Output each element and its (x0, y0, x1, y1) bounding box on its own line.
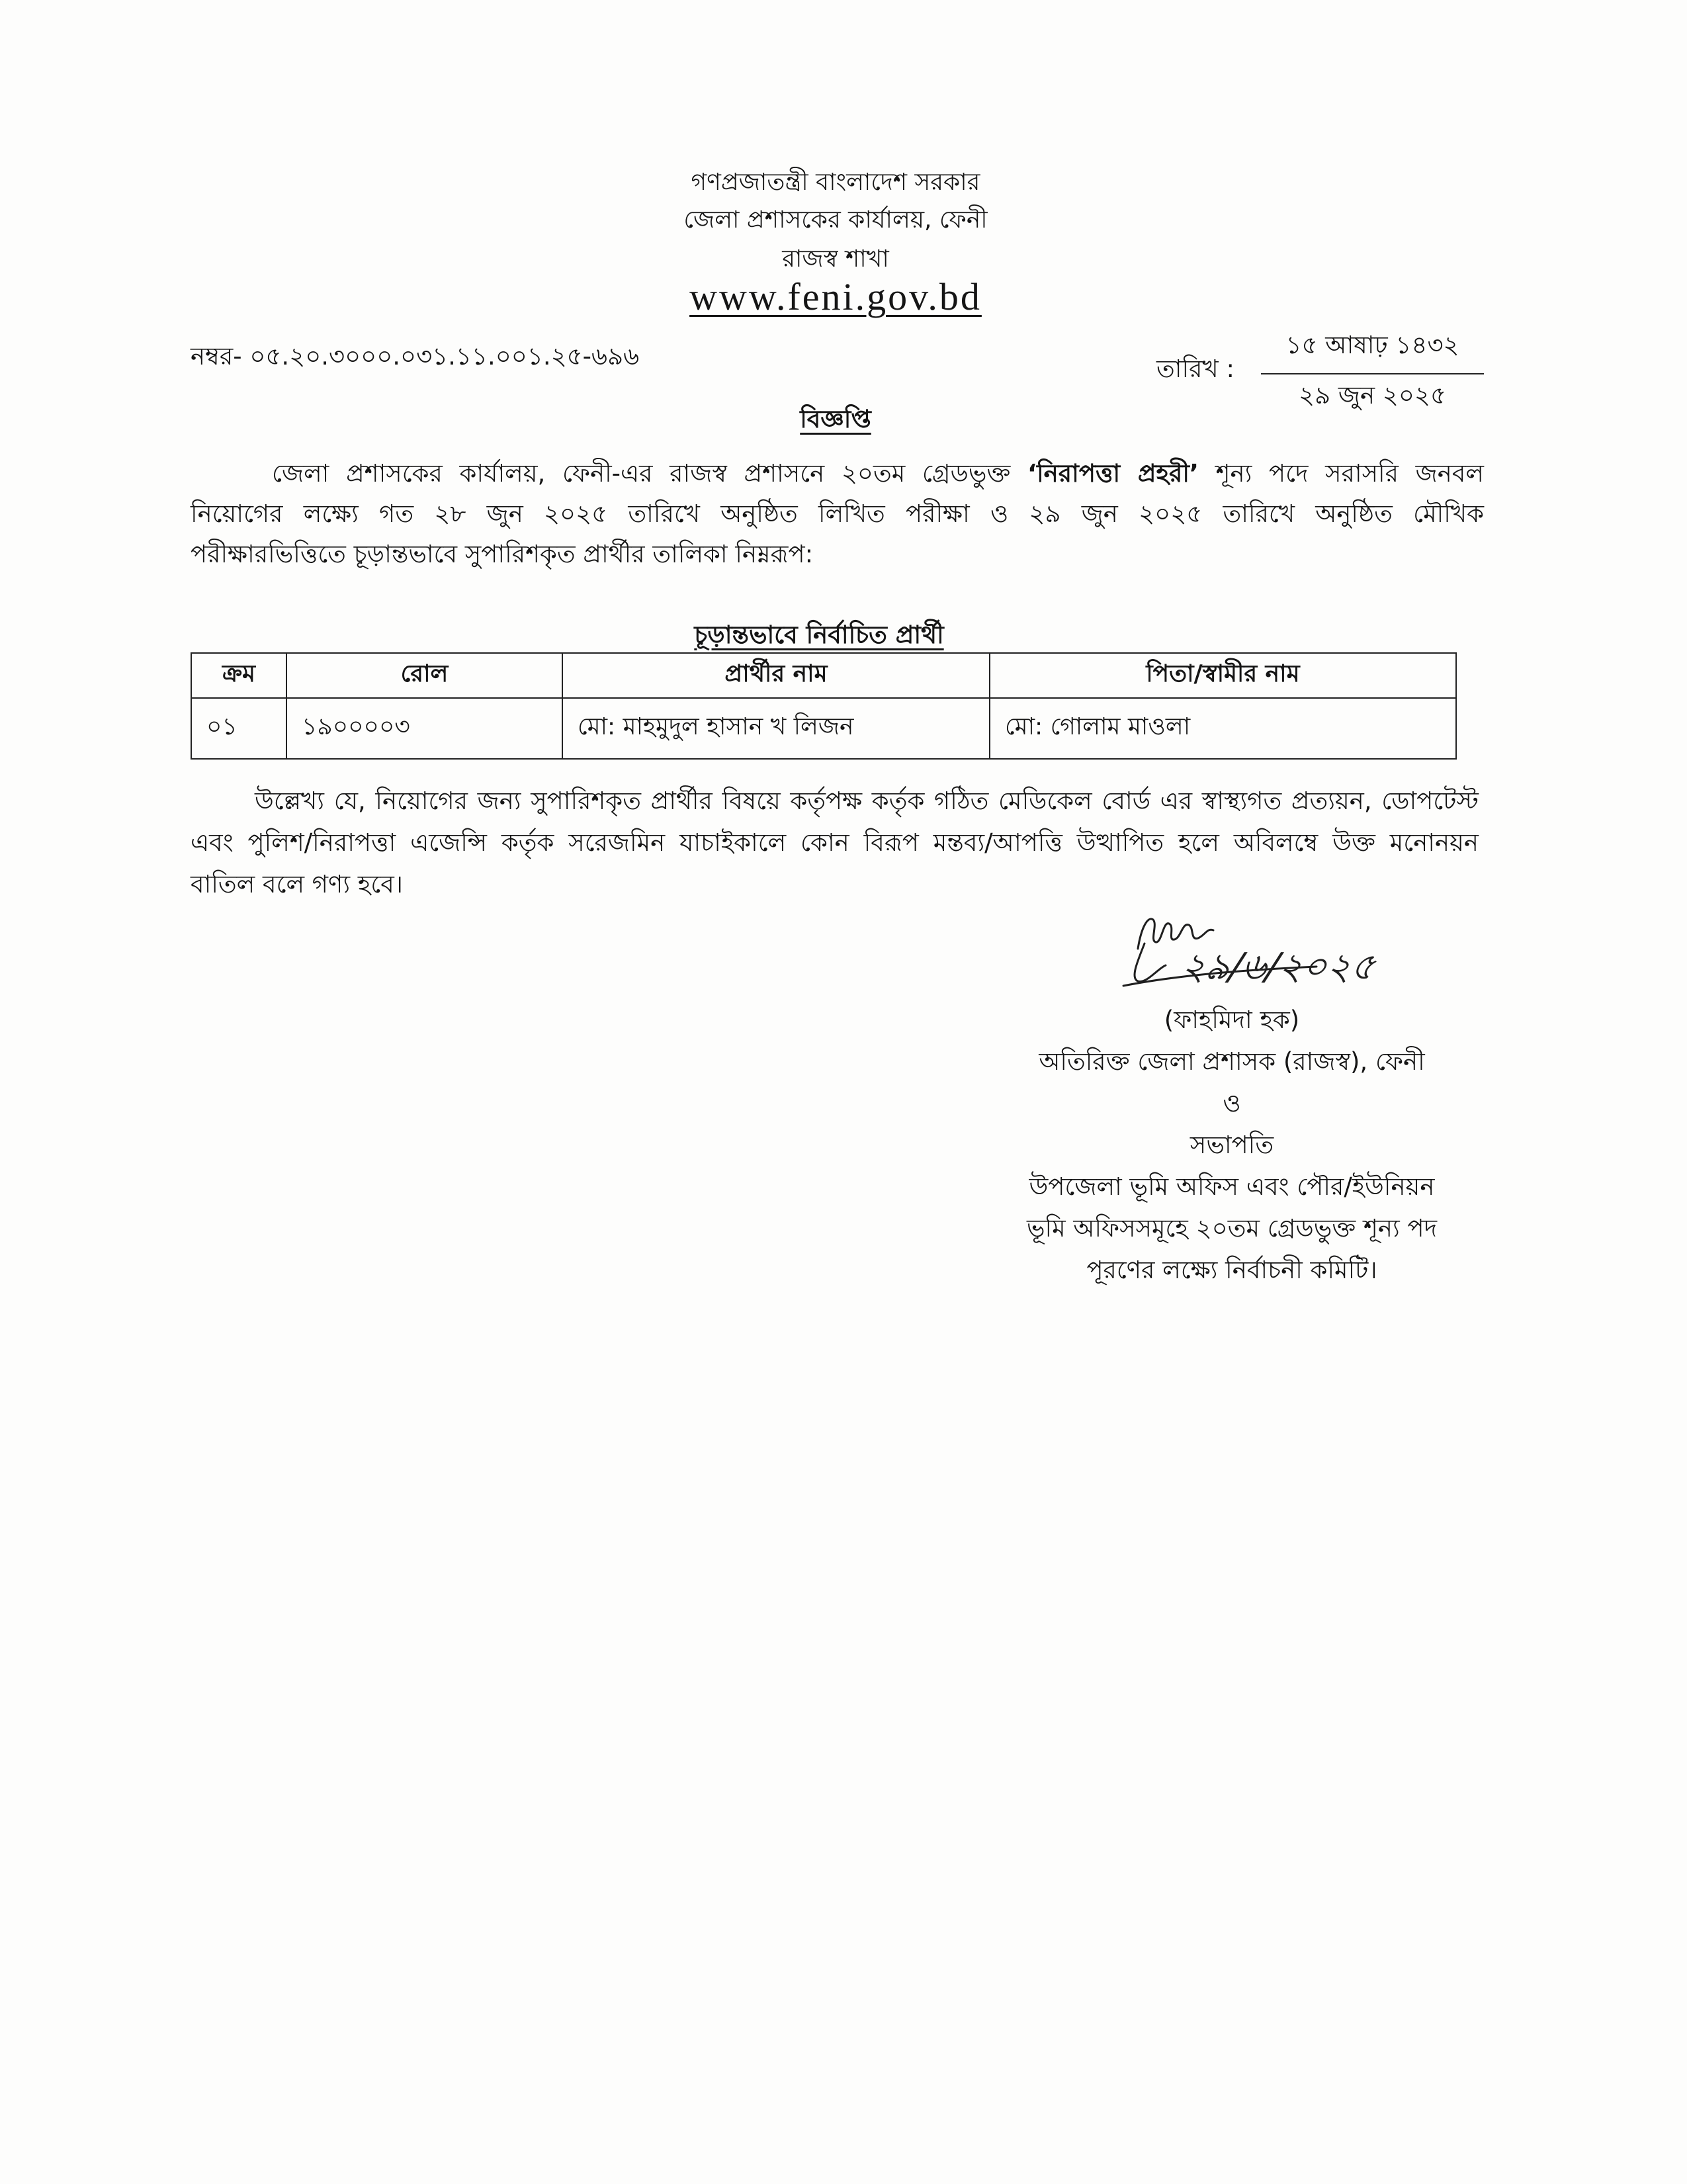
committee-line-1: উপজেলা ভূমি অফিস এবং পৌর/ইউনিয়ন (1029, 1172, 1435, 1201)
signatory-role: সভাপতি (1190, 1131, 1274, 1159)
government-heading: গণপ্রজাতন্ত্রী বাংলাদেশ সরকার (691, 169, 980, 196)
cell-serial: ০১ (191, 698, 286, 759)
office-heading: জেলা প্রশাসকের কার্যালয়, ফেনী (683, 206, 988, 234)
intro-line-1 (272, 454, 1484, 494)
notice-title-text: বিজ্ঞপ্তি (800, 405, 871, 433)
note-line-1: উল্লেখ্য যে, নিয়োগের জন্য সুপারিশকৃত প্রার্থীর বিষয়ে কর্তৃপক্ষ কর্তৃক গঠিত মেডিকেল বোর্ড এর স্বাস্থ্যগত প্রত্যয়ন, ডোপটেস্ট (255, 787, 1479, 815)
date-bangla: ১৫ আষাঢ় ১৪৩২ (1285, 331, 1459, 359)
signatory-name: (ফাহমিদা হক) (1164, 1006, 1300, 1034)
intro-line-3: পরীক্ষারভিত্তিতে চূড়ান্তভাবে সুপারিশকৃত প্রার্থীর তালিকা নিম্নরূপ: (191, 540, 814, 568)
branch-heading: রাজস্ব শাখা (782, 245, 889, 273)
cell-father-husband-name: মো: গোলাম মাওলা (990, 698, 1456, 759)
website-text: www.feni.gov.bd (689, 275, 982, 318)
handwritten-signature (1118, 901, 1422, 1000)
signatory-conjunction: ও (1223, 1089, 1241, 1117)
committee-line-3: পূরণের লক্ষ্যে নির্বাচনী কমিটি। (1086, 1256, 1377, 1284)
date-gregorian: ২৯ জুন ২০২৫ (1299, 381, 1446, 410)
note-line-3: বাতিল বলে গণ্য হবে। (191, 870, 404, 898)
column-header-candidate-name: প্রার্থীর নাম (562, 653, 990, 698)
table-row (191, 698, 1456, 759)
selected-candidates-table (191, 652, 1457, 760)
intro-line-1-start: জেলা প্রশাসকের কার্যালয়, ফেনী-এর রাজস্ব প্রশাসনে ২০তম গ্রেডভুক্ত (272, 459, 1011, 488)
table-title-text: চূড়ান্তভাবে নির্বাচিত প্রার্থী (694, 621, 944, 649)
signature-date: ২৯/৬/২০২৫ (1178, 945, 1378, 988)
signature-stroke (1138, 919, 1213, 949)
column-header-serial: ক্রম (191, 653, 286, 698)
notice-title (505, 401, 1166, 438)
intro-line-2: নিয়োগের লক্ষ্যে গত ২৮ জুন ২০২৫ তারিখে অনুষ্ঠিত লিখিত পরীক্ষা ও ২৯ জুন ২০২৫ তারিখে অনুষ্ঠিত মৌখিক (191, 500, 1484, 528)
signature-loop-stroke (1135, 943, 1166, 981)
table-header-row (191, 653, 1456, 698)
date-divider (1261, 373, 1484, 374)
memo-number: নম্বর- ০৫.২০.৩০০০.০৩১.১১.০০১.২৫-৬৯৬ (191, 342, 640, 371)
column-header-father-husband-name: পিতা/স্বামীর নাম (990, 653, 1456, 698)
date-label: তারিখ : (1156, 355, 1234, 383)
intro-line-1-end: শূন্য পদে সরাসরি জনবল (1215, 459, 1484, 488)
signatory-designation: অতিরিক্ত জেলা প্রশাসক (রাজস্ব), ফেনী (1039, 1047, 1425, 1076)
cell-candidate-name: মো: মাহমুদুল হাসান খ লিজন (562, 698, 990, 759)
table-title (488, 619, 1150, 651)
column-header-roll: রোল (286, 653, 562, 698)
post-name: ‘নিরাপত্তা প্রহরী’ (1027, 459, 1199, 488)
committee-line-2: ভূমি অফিসসমূহে ২০তম গ্রেডভুক্ত শূন্য পদ (1026, 1214, 1438, 1243)
note-line-2: এবং পুলিশ/নিরাপত্তা এজেন্সি কর্তৃক সরেজমিন যাচাইকালে কোন বিরূপ মন্তব্য/আপত্তি উত্থাপিত হলে অবিলম্বে উক্ত মনোনয়ন (191, 828, 1479, 857)
cell-roll: ১৯০০০০৩ (286, 698, 562, 759)
signatory-block (967, 999, 1496, 1291)
